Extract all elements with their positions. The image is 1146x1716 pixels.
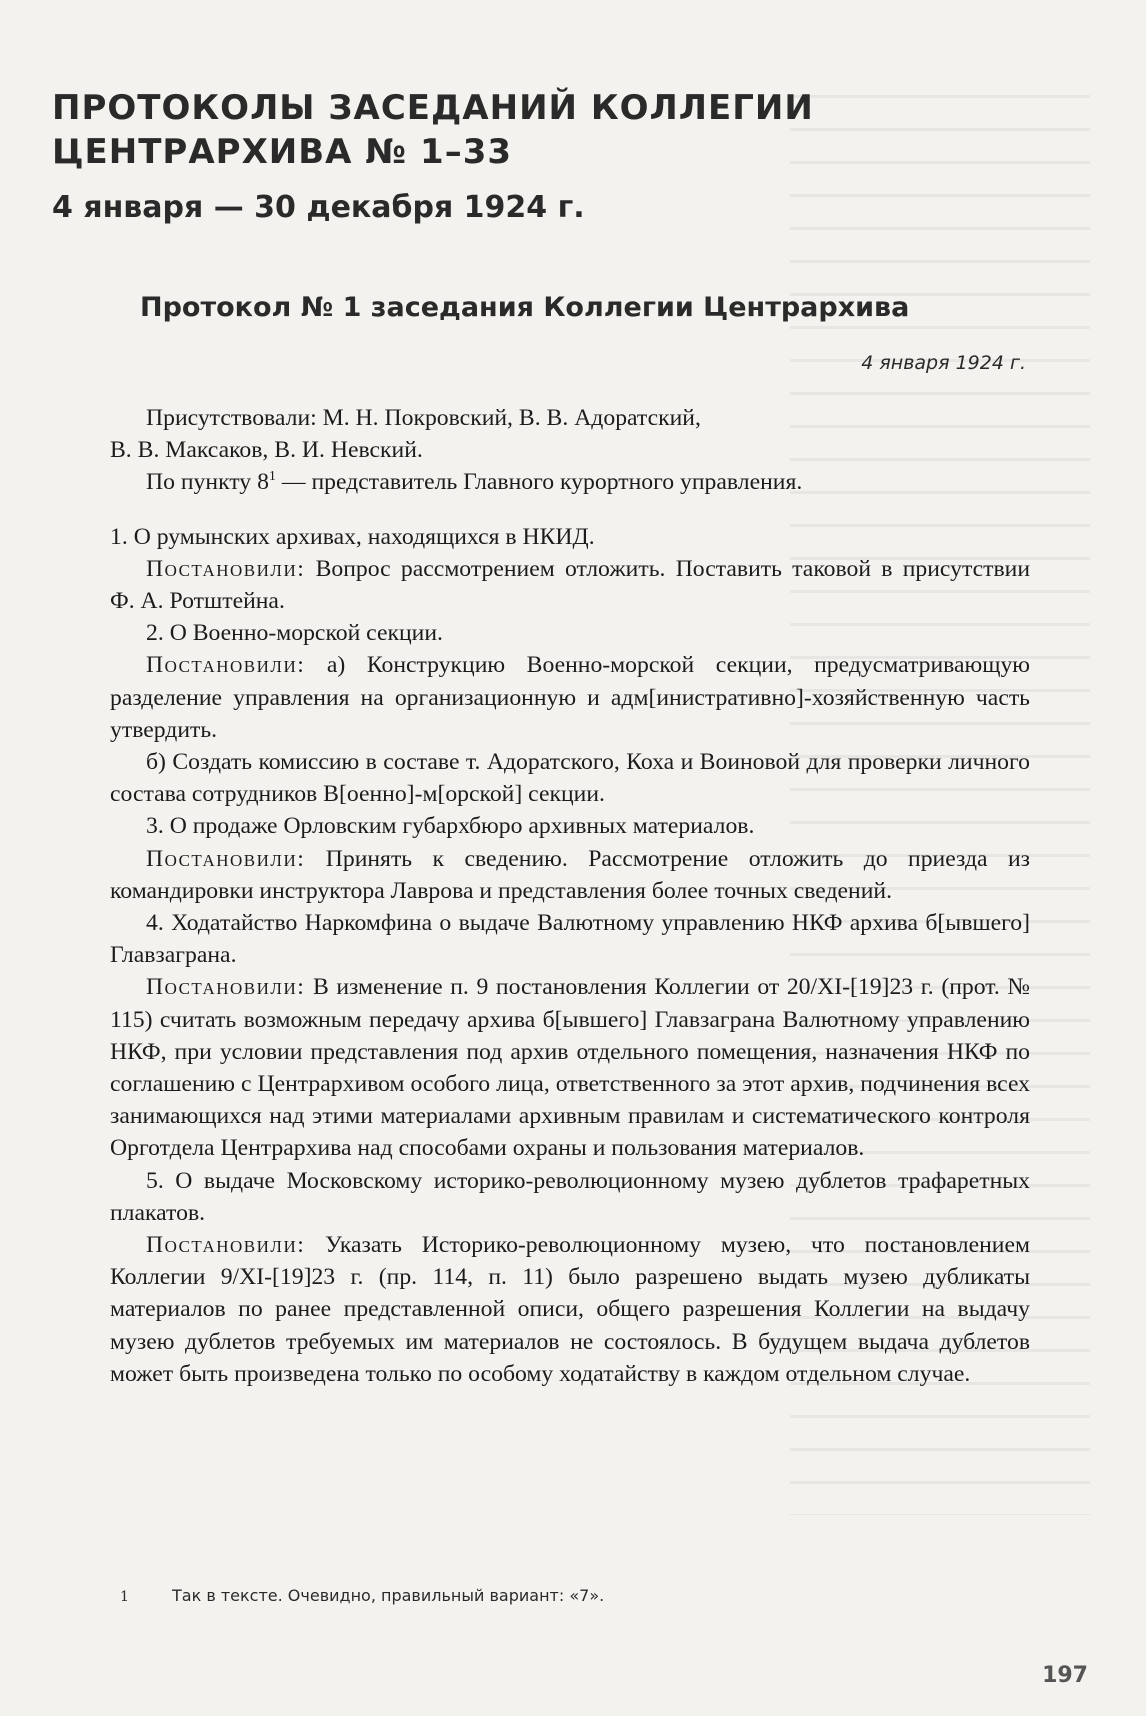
footnote-text: Так в тексте. Очевидно, правильный вариант: «7». xyxy=(172,1586,605,1605)
item-1-resolution xyxy=(110,553,1030,617)
item-5-resolution xyxy=(110,1229,1030,1390)
point-suffix: — представитель Главного курортного управления. xyxy=(275,469,803,496)
page-number: 197 xyxy=(1042,1663,1088,1688)
protocol-body xyxy=(110,402,1030,1390)
item-3-resolution xyxy=(110,843,1030,907)
resolution-text: Указать Историко-революционному музею, что постановлением Коллегии 9/XI-[19]23 г. (пр. 114, п. 11) было разрешено выдать музею дубликаты материалов по ранее представленной описи, общего разрешения Коллегии на выдачу музею дублетов требуемых им материалов не состоялось. В будущем выдача дублетов может быть произведена только по особому ходатайству в каждом отдельном случае. xyxy=(110,1232,1030,1387)
resolution-label: Постановили: xyxy=(146,1232,306,1259)
chapter-title-line-1: ПРОТОКОЛЫ ЗАСЕДАНИЙ КОЛЛЕГИИ xyxy=(52,88,814,128)
chapter-title xyxy=(52,86,814,174)
item-1-heading: 1. О румынских архивах, находящихся в НКИД. xyxy=(110,523,595,550)
item-4-resolution xyxy=(110,971,1030,1164)
footnote xyxy=(120,1586,604,1605)
resolution-label: Постановили: xyxy=(146,845,306,872)
resolution-text: а) Конструкцию Военно-морской секции, предусматривающую разделение управления на организационную и адм[инистративно]-хозяйственную часть утвердить. xyxy=(110,652,1030,743)
attendance-paragraph xyxy=(110,402,1030,466)
protocol-title: Протокол № 1 заседания Коллегии Центрархива xyxy=(140,292,910,323)
item-2-resolution-b: б) Создать комиссию в составе т. Адоратского, Коха и Воиновой для проверки личного состава сотрудников В[оенно]-м[орской] секции. xyxy=(110,749,1030,808)
chapter-title-line-2: ЦЕНТРАРХИВА № 1–33 xyxy=(52,132,513,172)
resolution-label: Постановили: xyxy=(146,974,306,1001)
resolution-text: Принять к сведению. Рассмотрение отложить до приезда из командировки инструктора Лаврова и представления более точных сведений. xyxy=(110,845,1030,904)
point-prefix: По пункту 8 xyxy=(146,469,269,496)
item-4-heading: 4. Ходатайство Наркомфина о выдаче Валютному управлению НКФ архива б[ывшего] Главзаграна. xyxy=(110,910,1030,969)
attendance-line-1: Присутствовали: М. Н. Покровский, В. В. Адоратский, xyxy=(146,405,701,431)
attendance-line-2: В. В. Максаков, В. И. Невский. xyxy=(110,437,423,464)
resolution-text: В изменение п. 9 постановления Коллегии от 20/XI-[19]23 г. (прот. № 115) считать возможным передачу архива б[ывшего] Главзаграна Валютному управлению НКФ, при условии представления под архив отдельного помещения, назначения НКФ по соглашению с Центрархивом особого лица, ответственного за этот архив, подчинения всех занимающихся над этими материалами архивным правилам и систематического контроля Орготдела Центрархива над способами охраны и пользования материалов. xyxy=(110,974,1030,1162)
item-3-heading: 3. О продаже Орловским губархбюро архивных материалов. xyxy=(146,813,755,840)
resolution-label: Постановили: xyxy=(146,652,306,679)
point-paragraph xyxy=(110,466,1030,498)
item-2-heading: 2. О Военно-морской секции. xyxy=(146,620,443,647)
chapter-dates: 4 января — 30 декабря 1924 г. xyxy=(52,190,585,225)
footnote-number: 1 xyxy=(120,1589,129,1605)
resolution-label: Постановили: xyxy=(146,555,306,582)
protocol-date: 4 января 1924 г. xyxy=(861,352,1026,374)
item-2-resolution xyxy=(110,649,1030,746)
resolution-text: Вопрос рассмотрением отложить. Поставить таковой в присутствии Ф. А. Ротштейна. xyxy=(110,555,1030,615)
item-5-heading: 5. О выдаче Московскому историко-революционному музею дублетов трафаретных плакатов. xyxy=(110,1167,1030,1226)
footnote-reference[interactable]: 1 xyxy=(268,469,276,485)
